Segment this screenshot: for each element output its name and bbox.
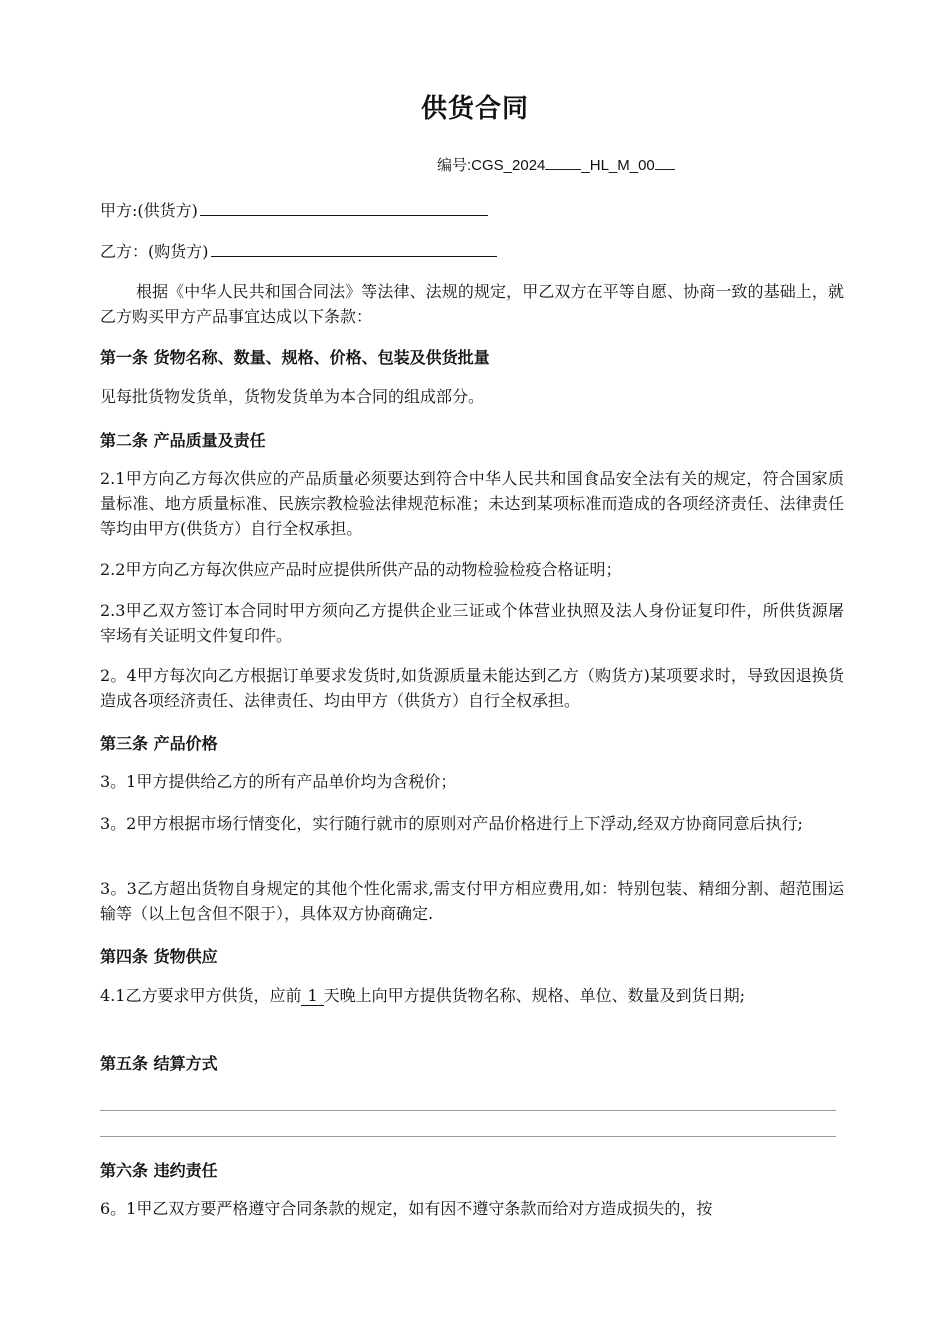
party-b-row <box>100 239 497 262</box>
contract-number-middle: _HL_M_00 <box>581 157 655 174</box>
section-3-paragraph-2: 3。2甲方根据市场行情变化，实行随行就市的原则对产品价格进行上下浮动,经双方协商同意后执行; <box>100 814 803 833</box>
contract-number-tail-blank <box>655 155 675 170</box>
section-2-paragraph-2: 2.2甲方向乙方每次供应产品时应提供所供产品的动物检验检疫合格证明； <box>100 560 622 579</box>
contract-number <box>437 154 675 175</box>
preamble-paragraph: 根据《中华人民共和国合同法》等法律、法规的规定，甲乙双方在平等自愿、协商一致的基础上，就乙方购买甲方产品事宜达成以下条款： <box>100 282 844 326</box>
section-2-paragraph-3: 2.3甲乙双方签订本合同时甲方须向乙方提供企业三证或个体营业执照及法人身份证复印件，所供货源屠宰场有关证明文件复印件。 <box>100 601 844 645</box>
section-4-text-after: 天晚上向甲方提供货物名称、规格、单位、数量及到货日期; <box>323 986 746 1005</box>
contract-number-prefix: 编号:CGS_2024 <box>437 157 546 174</box>
section-4-text-before: 4.1乙方要求甲方供货，应前 <box>100 986 302 1005</box>
settlement-blank-line-2 <box>100 1136 836 1137</box>
party-a-row <box>100 198 488 221</box>
party-a-fill-line <box>200 201 488 216</box>
settlement-blank-line-1 <box>100 1110 836 1111</box>
party-b-fill-line <box>211 242 497 257</box>
party-b-label: 乙方：(购货方) <box>100 242 209 261</box>
document-title: 供货合同 <box>420 94 529 124</box>
section-3-paragraph-1: 3。1甲方提供给乙方的所有产品单价均为含税价； <box>100 772 457 791</box>
contract-number-blank <box>545 155 581 170</box>
section-4-heading: 第四条 货物供应 <box>100 947 218 966</box>
section-3-paragraph-3: 3。3乙方超出货物自身规定的其他个性化需求,需支付甲方相应费用,如：特别包装、精细分割、超范围运输等（以上包含但不限于），具体双方协商确定. <box>100 879 844 923</box>
advance-days-value: 1 <box>301 986 323 1006</box>
section-6-paragraph-1: 6。1甲乙双方要严格遵守合同条款的规定，如有因不遵守条款而给对方造成损失的，按 <box>100 1199 713 1218</box>
party-a-label: 甲方:(供货方) <box>100 201 198 220</box>
section-4-paragraph-1 <box>100 983 844 1008</box>
section-2-paragraph-4: 2。4甲方每次向乙方根据订单要求发货时,如货源质量未能达到乙方（购货方)某项要求时，导致因退换货造成各项经济责任、法律责任、均由甲方（供货方）自行全权承担。 <box>100 666 844 710</box>
section-2-heading: 第二条 产品质量及责任 <box>100 431 266 450</box>
section-5-heading: 第五条 结算方式 <box>100 1054 218 1073</box>
section-2-paragraph-1: 2.1甲方向乙方每次供应的产品质量必须要达到符合中华人民共和国食品安全法有关的规定，符合国家质量标准、地方质量标准、民族宗教检验法律规范标准；未达到某项标准而造成的各项经济责任、法律责任等均由甲方(供货方）自行全权承担。 <box>100 469 844 538</box>
section-1-paragraph-1: 见每批货物发货单，货物发货单为本合同的组成部分。 <box>100 387 485 406</box>
section-6-heading: 第六条 违约责任 <box>100 1161 218 1180</box>
section-1-heading: 第一条 货物名称、数量、规格、价格、包装及供货批量 <box>100 348 490 367</box>
section-3-heading: 第三条 产品价格 <box>100 734 218 753</box>
